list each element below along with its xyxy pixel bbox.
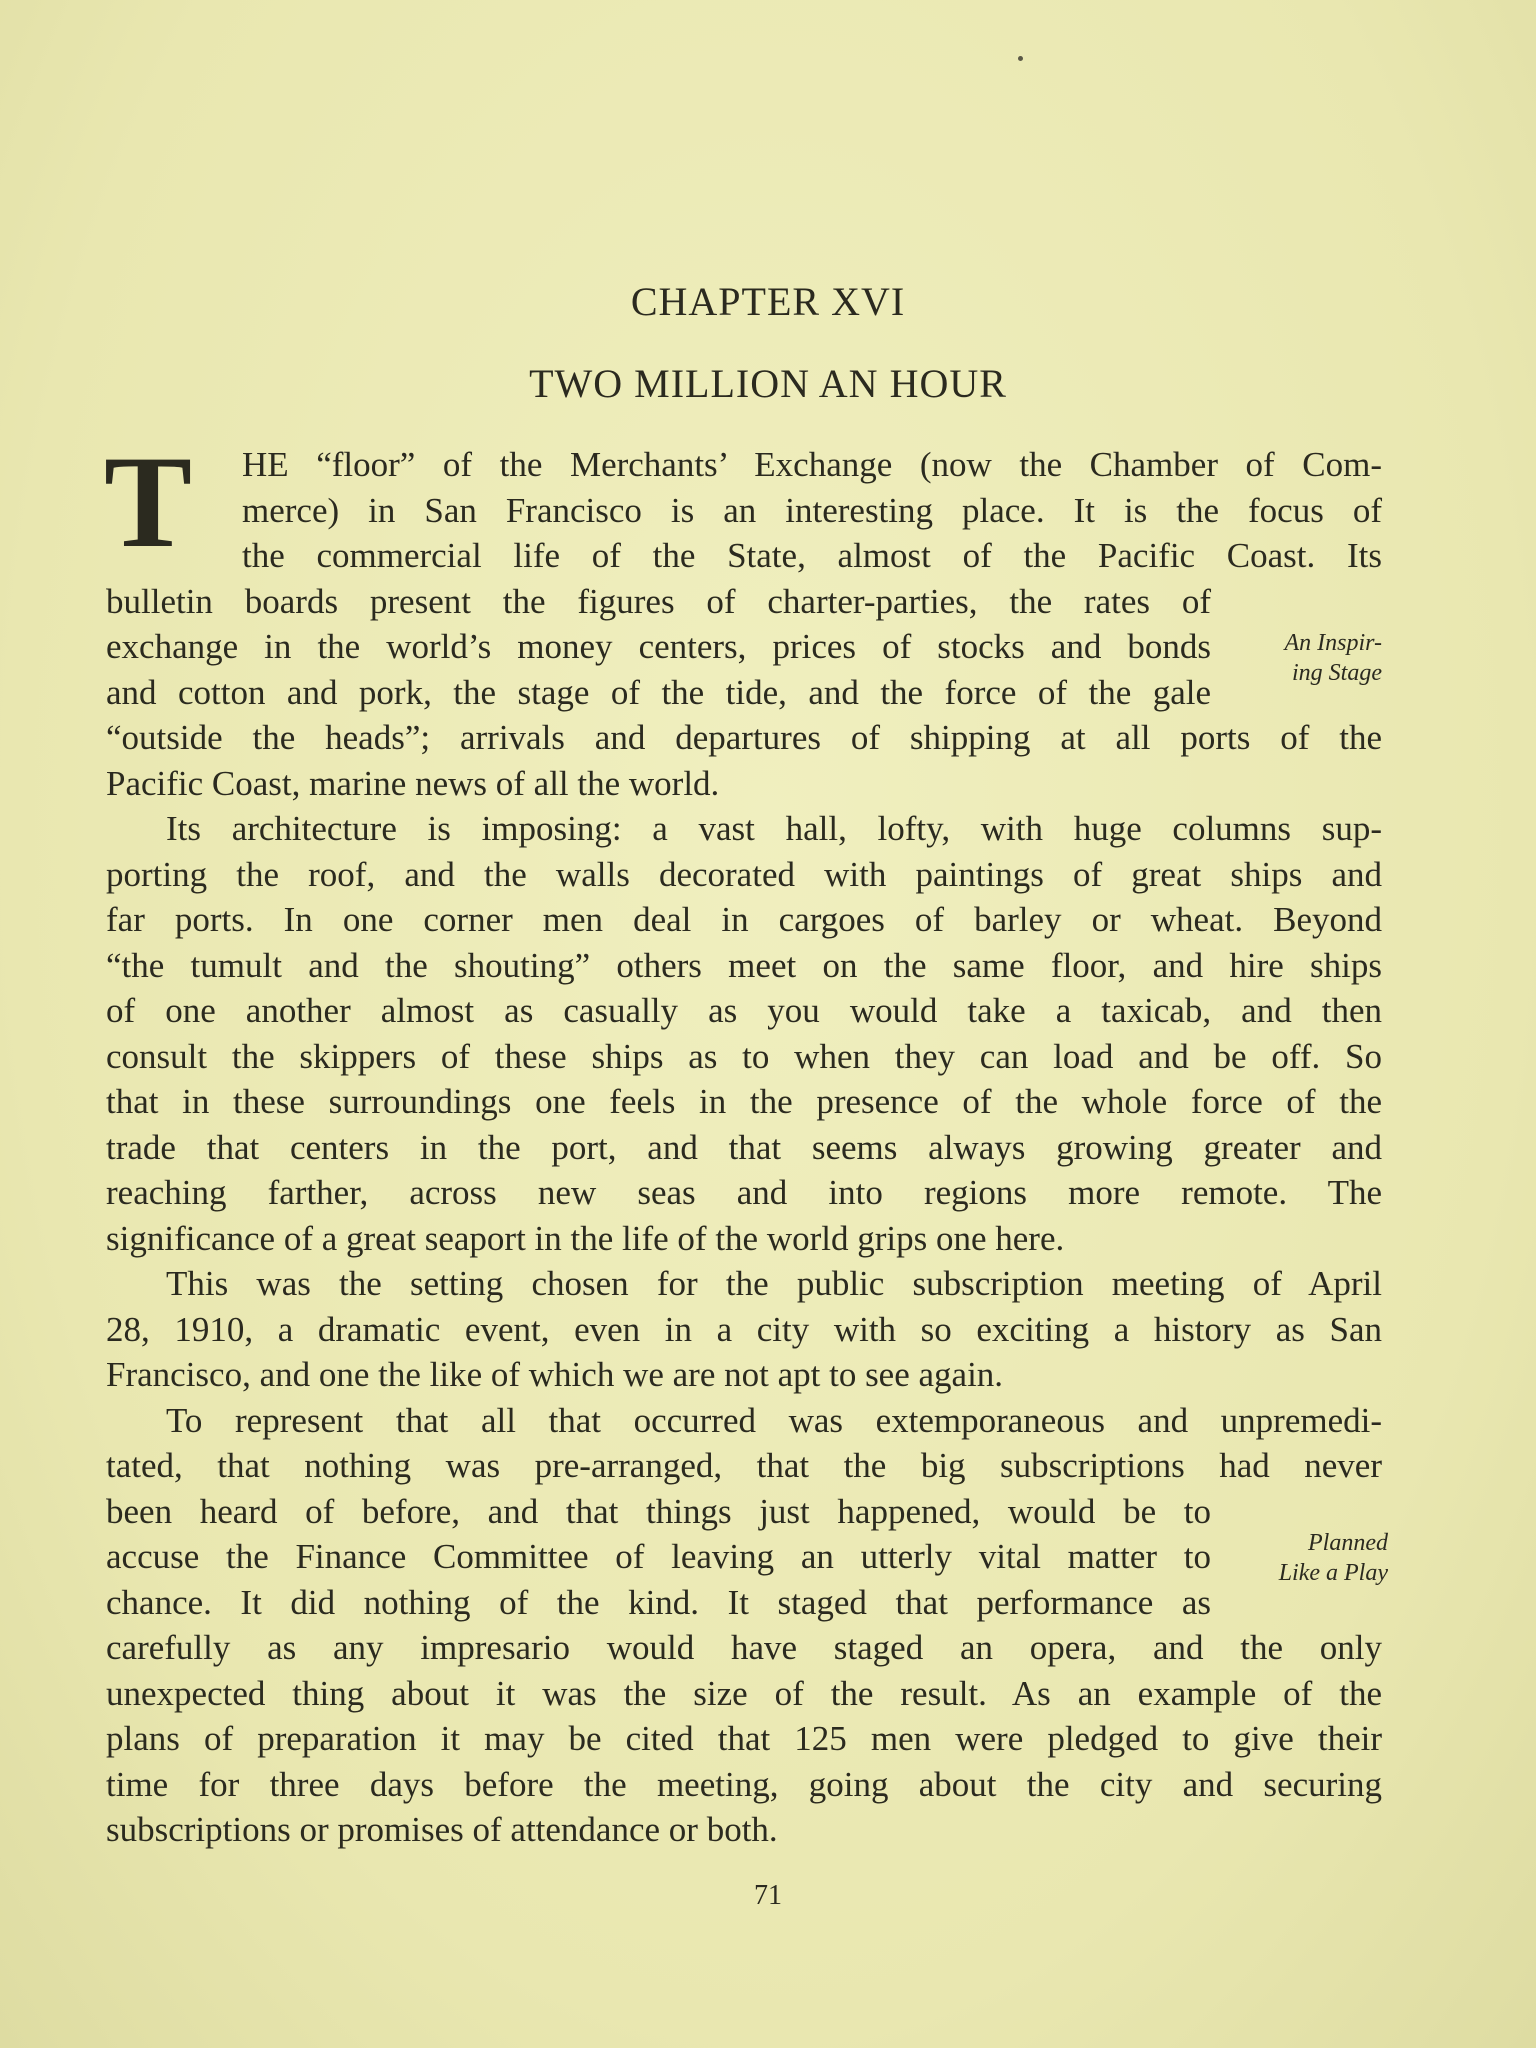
text-line: bulletin boards present the figures of charter-parties, the rates of bbox=[106, 581, 1211, 621]
text-line: and cotton and pork, the stage of the tide, and the force of the gale bbox=[106, 672, 1211, 712]
text-line: “the tumult and the shouting” others meet on the same floor, and hire ships bbox=[106, 945, 1382, 985]
drop-cap: T bbox=[104, 428, 193, 575]
text-line: of one another almost as casually as you would take a taxicab, and then bbox=[106, 991, 1382, 1030]
text-line: trade that centers in the port, and that seems always growing greater and bbox=[106, 1127, 1382, 1167]
text-line: chance. It did nothing of the kind. It staged that performance as bbox=[106, 1582, 1211, 1622]
text-line: To represent that all that occurred was extemporaneous and unpremedi- bbox=[166, 1400, 1382, 1440]
text-line: far ports. In one corner men deal in cargoes of barley or wheat. Beyond bbox=[106, 900, 1382, 939]
text-line: merce) in San Francisco is an interesting place. It is the focus of bbox=[242, 490, 1382, 530]
text-line: porting the roof, and the walls decorated with paintings of great ships and bbox=[106, 854, 1382, 894]
text-line: Its architecture is imposing: a vast hall, lofty, with huge columns sup- bbox=[166, 809, 1382, 848]
text-line: that in these surroundings one feels in the presence of the whole force of the bbox=[106, 1082, 1382, 1121]
text-line: consult the skippers of these ships as to when they can load and be off. So bbox=[106, 1036, 1382, 1076]
text-line: This was the setting chosen for the public subscription meeting of April bbox=[166, 1264, 1382, 1303]
body-text bbox=[104, 428, 1382, 1853]
text-line: time for three days before the meeting, going about the city and securing bbox=[106, 1764, 1382, 1804]
paper-speck bbox=[1018, 56, 1023, 61]
text-line: accuse the Finance Committee of leaving an utterly vital matter to bbox=[106, 1537, 1211, 1576]
text-line: “outside the heads”; arrivals and departures of shipping at all ports of the bbox=[106, 718, 1382, 757]
text-line: HE “floor” of the Merchants’ Exchange (now the Chamber of Com- bbox=[242, 445, 1382, 484]
text-line: subscriptions or promises of attendance or both. bbox=[106, 1810, 778, 1849]
text-line: the commercial life of the State, almost of the Pacific Coast. Its bbox=[242, 536, 1382, 575]
text-line: unexpected thing about it was the size of the result. As an example of the bbox=[106, 1673, 1382, 1713]
text-line: 28, 1910, a dramatic event, even in a city with so exciting a history as San bbox=[106, 1309, 1382, 1349]
chapter-title: TWO MILLION AN HOUR bbox=[529, 361, 1007, 406]
text-line: reaching farther, across new seas and into regions more remote. The bbox=[106, 1173, 1382, 1212]
text-line: Francisco, and one the like of which we are not apt to see again. bbox=[106, 1355, 1004, 1394]
text-line: been heard of before, and that things just happened, would be to bbox=[106, 1491, 1211, 1531]
text-line: Pacific Coast, marine news of all the world. bbox=[106, 763, 720, 803]
text-line: carefully as any impresario would have staged an opera, and the only bbox=[106, 1628, 1382, 1667]
margin-note-inspiring-stage bbox=[1222, 628, 1382, 688]
chapter-heading: CHAPTER XVI bbox=[630, 279, 906, 324]
text-line: tated, that nothing was pre-arranged, that the big subscriptions had never bbox=[106, 1446, 1382, 1485]
margin-note-line: Planned bbox=[1308, 1530, 1388, 1556]
page-number: 71 bbox=[754, 1880, 782, 1911]
text-line: significance of a great seaport in the life of the world grips one here. bbox=[106, 1218, 1065, 1258]
margin-note-planned-like-a-play bbox=[1228, 1528, 1388, 1588]
margin-note-line: ing Stage bbox=[1292, 660, 1382, 686]
margin-note-line: An Inspir- bbox=[1284, 630, 1382, 656]
text-line: plans of preparation it may be cited that 125 men were pledged to give their bbox=[106, 1719, 1382, 1758]
margin-note-line: Like a Play bbox=[1278, 1560, 1388, 1586]
text-line: exchange in the world’s money centers, prices of stocks and bonds bbox=[106, 627, 1211, 666]
